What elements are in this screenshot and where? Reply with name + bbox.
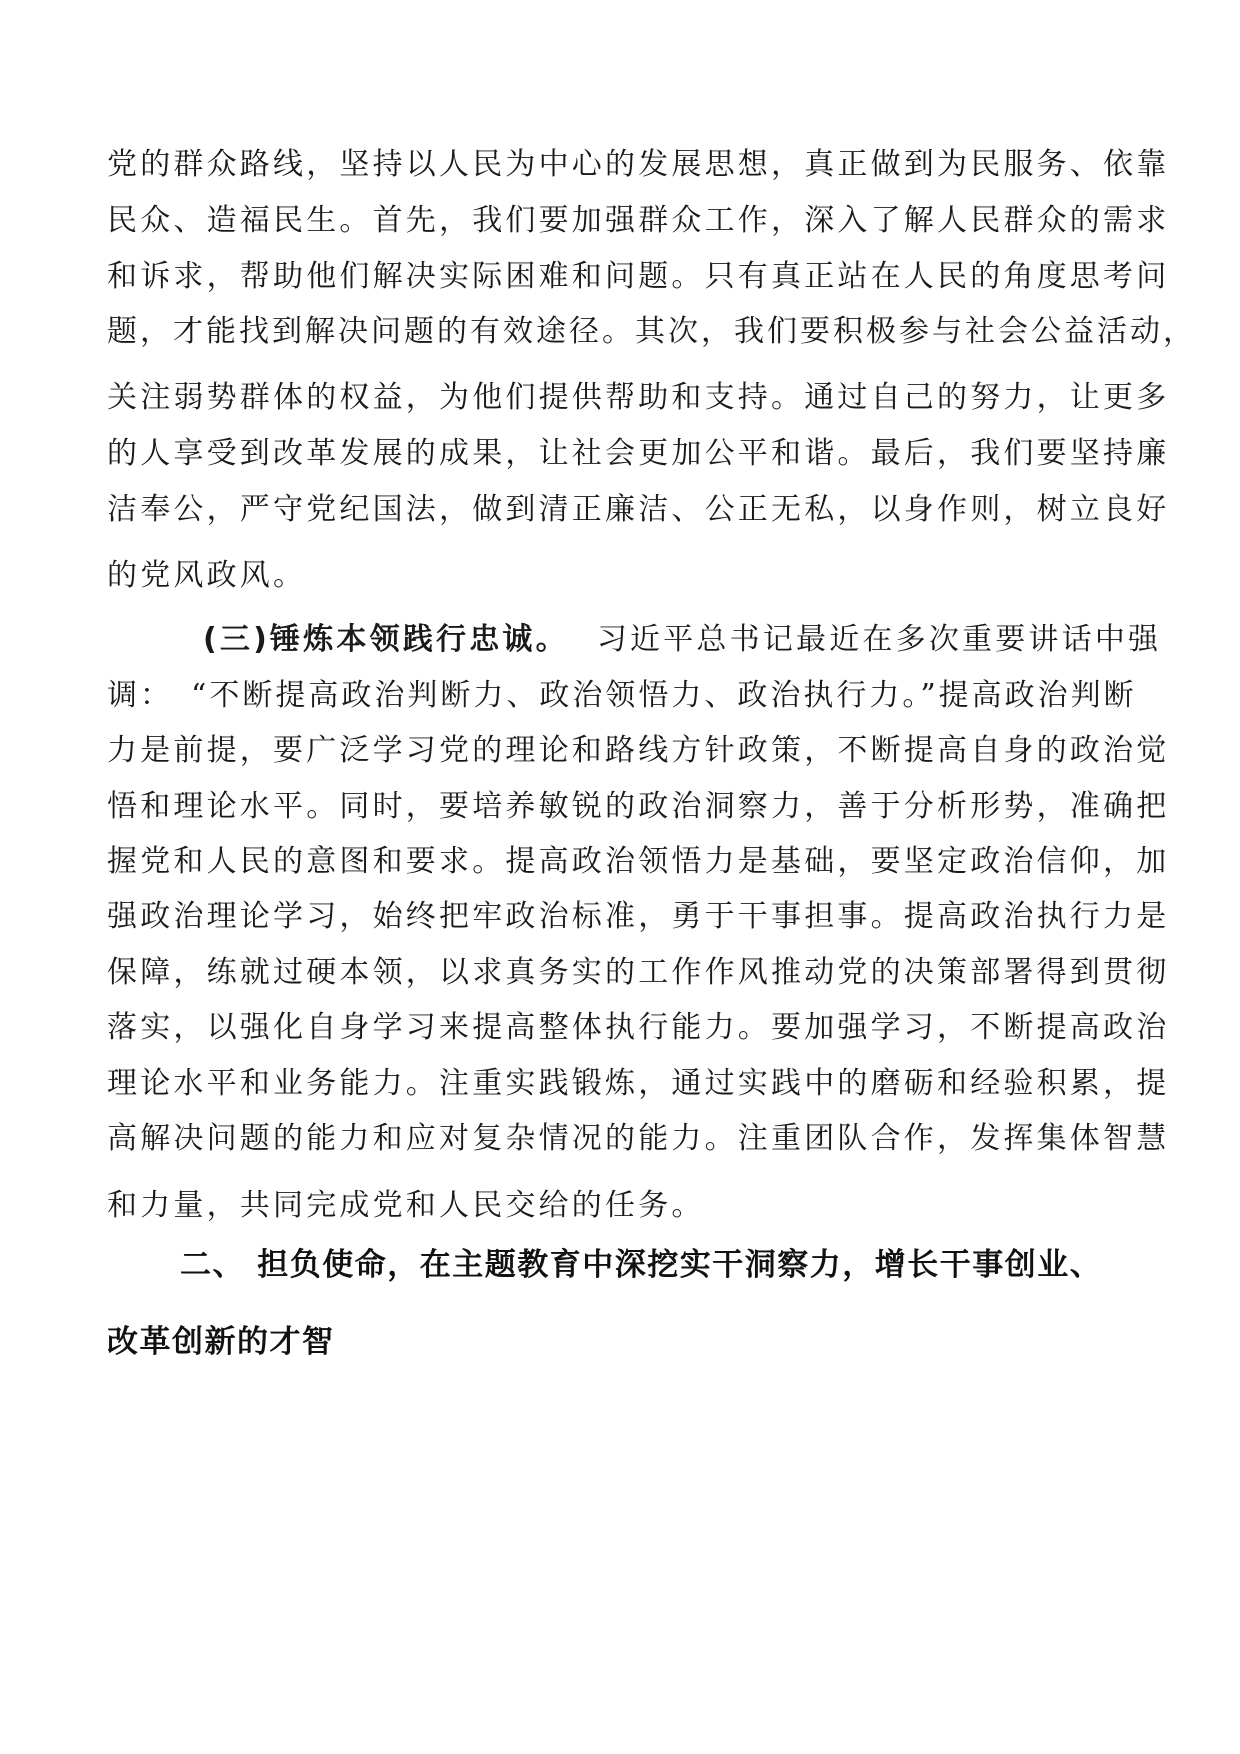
paragraph-line: 党的群众路线，坚持以人民为中心的发展思想，真正做到为民服务、依靠 (107, 147, 1170, 182)
section-heading-line2: 改革创新的才智 (107, 1324, 335, 1360)
paragraph-line: 的人享受到改革发展的成果，让社会更加公平和谐。最后，我们要坚持廉 (107, 436, 1170, 471)
paragraph-line: 洁奉公，严守党纪国法，做到清正廉洁、公正无私，以身作则，树立良好 (107, 492, 1170, 527)
section-heading-line1: 二、 担负使命，在主题教育中深挖实干洞察力，增长干事创业、 (180, 1247, 1103, 1283)
paragraph-line: 高解决问题的能力和应对复杂情况的能力。注重团队合作，发挥集体智慧 (107, 1121, 1170, 1156)
paragraph-line: 落实，以强化自身学习来提高整体执行能力。要加强学习，不断提高政治 (107, 1010, 1170, 1045)
paragraph-line: 握党和人民的意图和要求。提高政治领悟力是基础，要坚定政治信仰，加 (107, 844, 1170, 879)
paragraph-line: 保障，练就过硬本领，以求真务实的工作作风推动党的决策部署得到贯彻 (107, 955, 1170, 990)
paragraph-line: 力是前提，要广泛学习党的理论和路线方针政策，不断提高自身的政治觉 (107, 733, 1170, 768)
paragraph-line: 理论水平和业务能力。注重实践锻炼，通过实践中的磨砺和经验积累，提 (107, 1066, 1170, 1101)
paragraph-line: 强政治理论学习，始终把牢政治标准，勇于干事担事。提高政治执行力是 (107, 899, 1170, 934)
subheading: (三)锤炼本领践行忠诚。 (203, 622, 569, 657)
paragraph-line: 悟和理论水平。同时，要培养敏锐的政治洞察力，善于分析形势，准确把 (107, 789, 1170, 824)
paragraph-line: 调： “不断提高政治判断力、政治领悟力、政治执行力。”提高政治判断 (107, 678, 1137, 713)
paragraph-line: 题，才能找到解决问题的有效途径。其次，我们要积极参与社会公益活动， (107, 314, 1196, 349)
paragraph-line: 关注弱势群体的权益，为他们提供帮助和支持。通过自己的努力，让更多 (107, 380, 1170, 415)
subheading-text: 习近平总书记最近在多次重要讲话中强 (596, 622, 1162, 657)
subheading-line (203, 620, 1161, 660)
paragraph-line: 和力量，共同完成党和人民交给的任务。 (107, 1188, 705, 1223)
paragraph-line: 的党风政风。 (107, 558, 307, 593)
paragraph-line: 民众、造福民生。首先，我们要加强群众工作，深入了解人民群众的需求 (107, 203, 1170, 238)
paragraph-line: 和诉求，帮助他们解决实际困难和问题。只有真正站在人民的角度思考问 (107, 259, 1170, 294)
